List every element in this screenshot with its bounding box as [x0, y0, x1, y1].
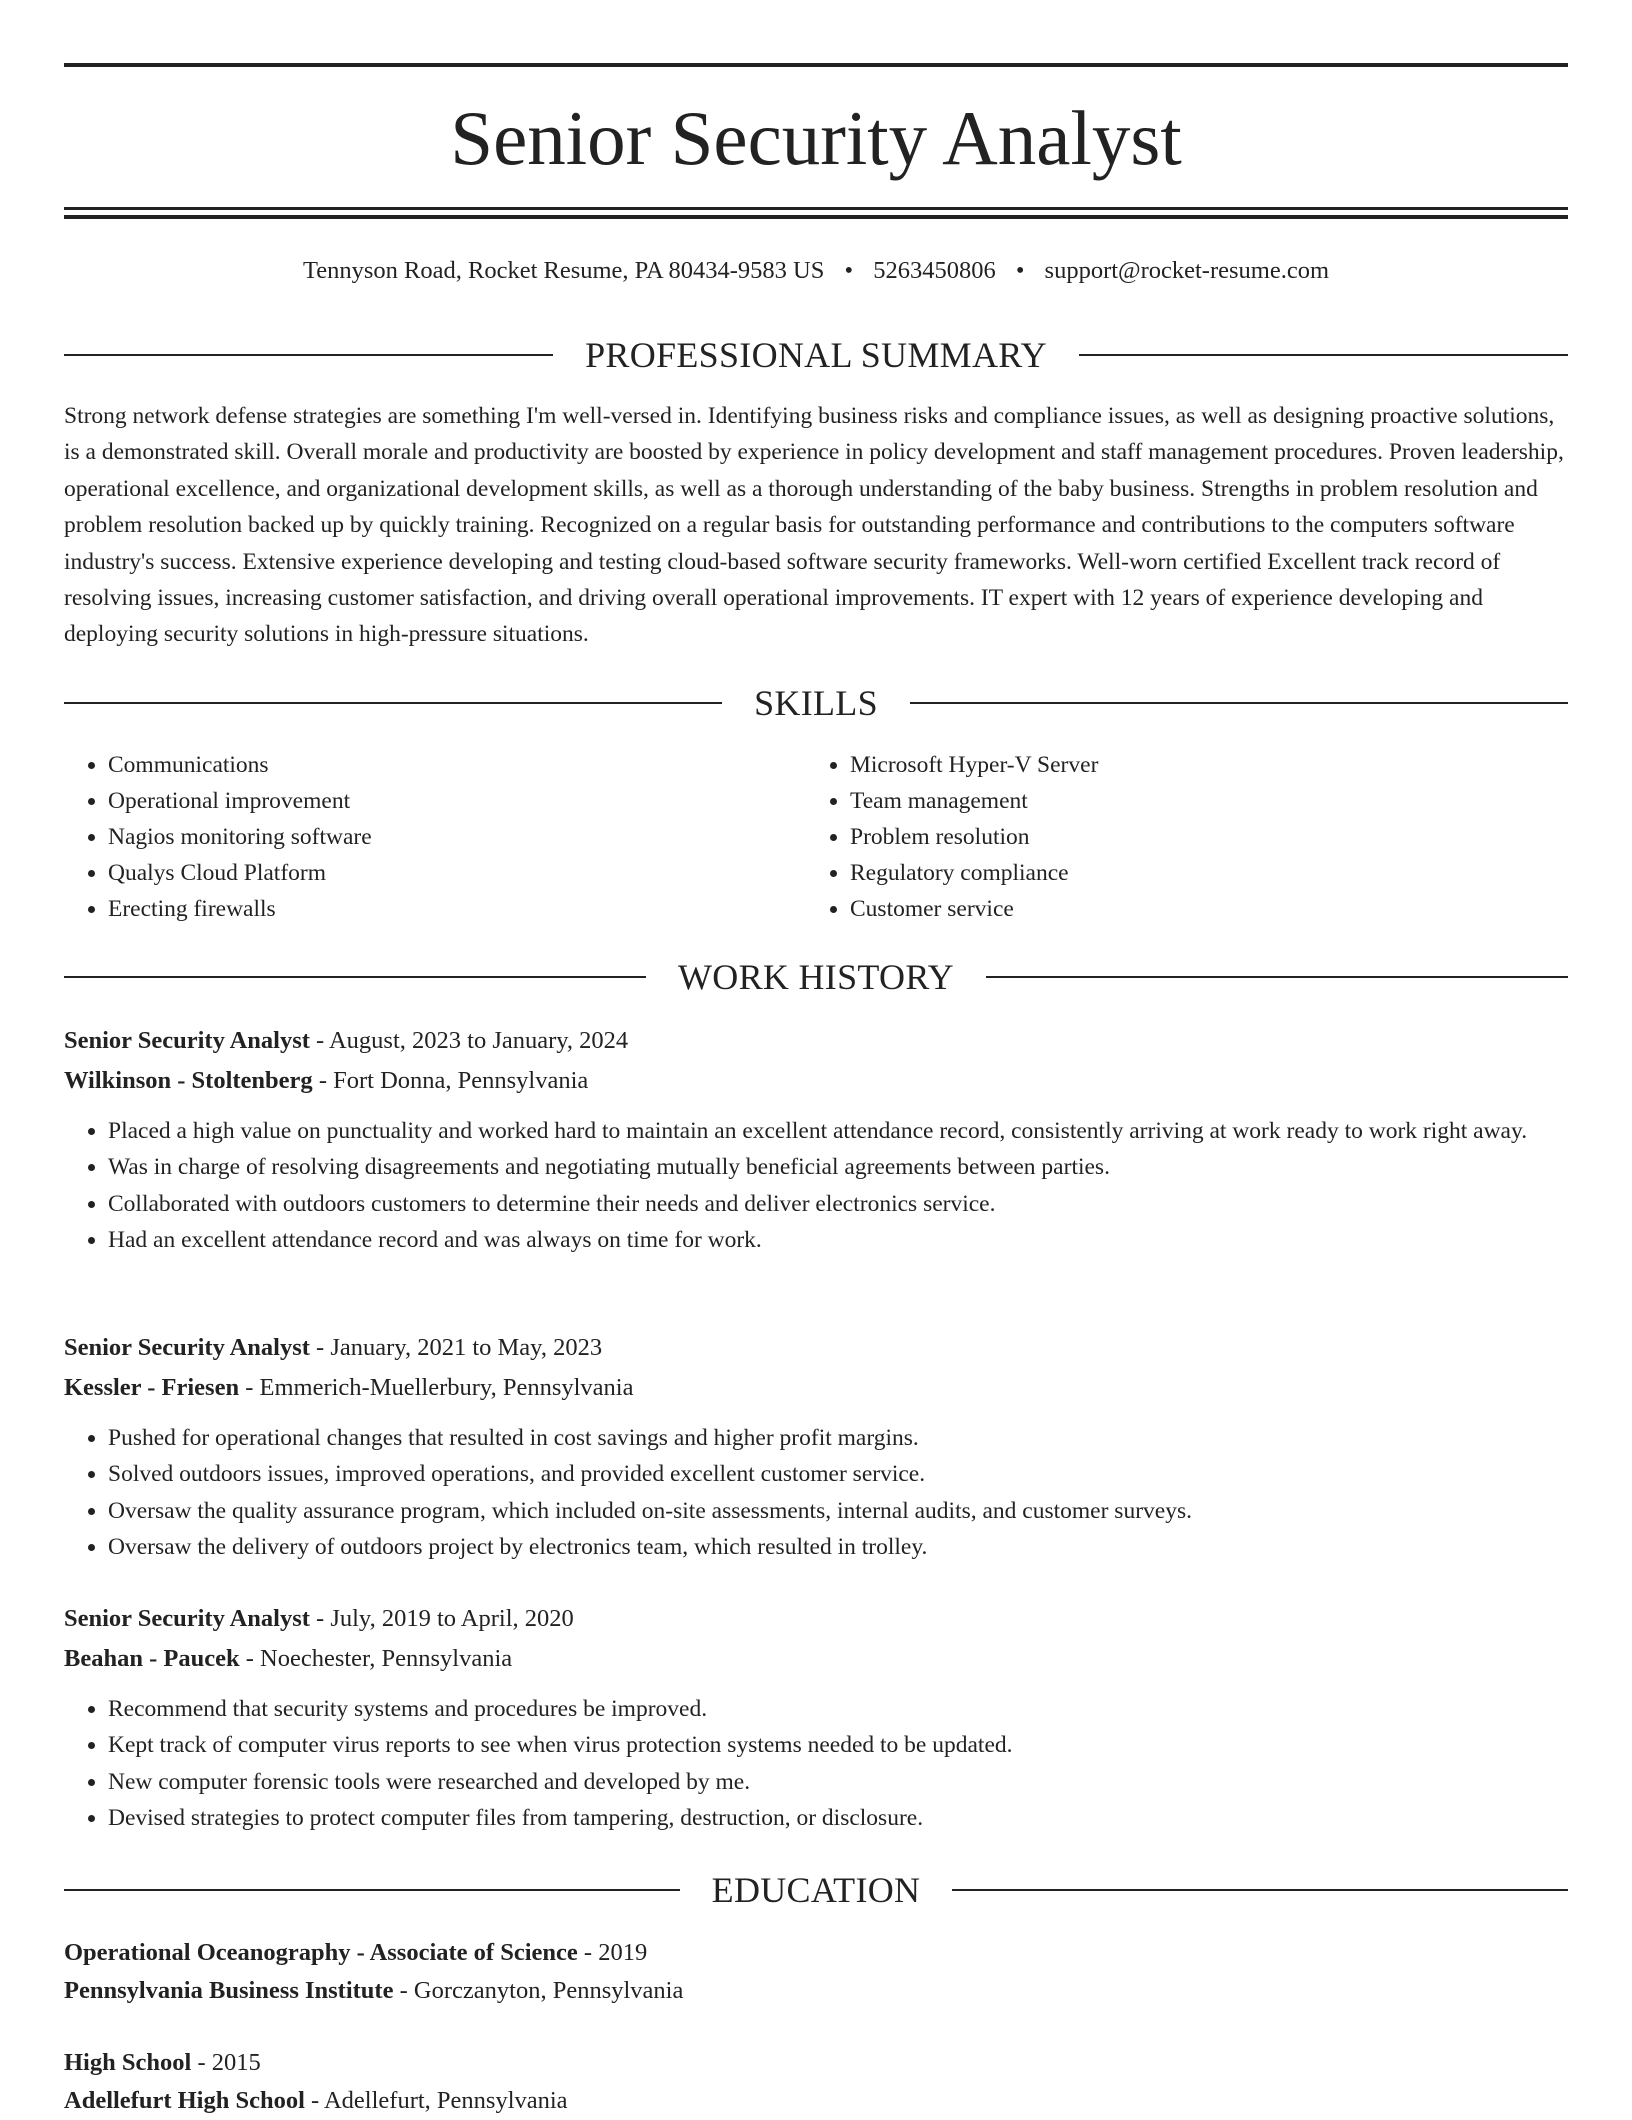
education-school: Pennsylvania Business Institute	[64, 1977, 394, 2004]
dash: -	[309, 1605, 331, 1632]
dash: -	[239, 1374, 260, 1401]
education-degree: High School	[64, 2049, 192, 2076]
job-bullet: • Oversaw the quality assurance program, which included on-site assessments, internal audits, and customer surveys.	[108, 1493, 1568, 1529]
dash: -	[309, 1334, 331, 1361]
dash: -	[191, 2049, 212, 2076]
job-dates: January, 2021 to May, 2023	[330, 1334, 603, 1361]
heading-rule-left	[64, 1889, 680, 1891]
job-location: Noechester, Pennsylvania	[260, 1645, 513, 1672]
education-entry	[64, 1934, 1568, 2010]
job-bullet: • Placed a high value on punctuality and worked hard to maintain an excellent attendance record, consistently arriving at work ready to work right away.	[108, 1113, 1568, 1149]
dash: -	[312, 1067, 334, 1094]
job-bullets	[64, 1420, 1568, 1566]
skills-column-left	[64, 747, 806, 927]
dash: -	[239, 1645, 261, 1672]
job-bullet: • Collaborated with outdoors customers to determine their needs and deliver electronics service.	[108, 1186, 1568, 1222]
contact-line	[64, 253, 1568, 289]
education-heading	[64, 1868, 1568, 1912]
job-dates: August, 2023 to January, 2024	[328, 1027, 629, 1054]
education-location: Gorczanyton, Pennsylvania	[413, 1977, 684, 2004]
contact-address: Tennyson Road, Rocket Resume, PA 80434-9583 US	[302, 257, 825, 284]
job-bullet: • Had an excellent attendance record and was always on time for work.	[108, 1222, 1568, 1258]
skills-heading	[64, 681, 1568, 725]
job-company-line	[64, 1368, 1568, 1408]
education-degree: Operational Oceanography - Associate of Science	[64, 1939, 578, 1966]
job-bullets	[64, 1113, 1568, 1259]
contact-email: support@rocket-resume.com	[1044, 257, 1330, 284]
job-entry	[64, 1599, 1568, 1837]
dash: -	[309, 1027, 329, 1054]
job-bullets	[64, 1691, 1568, 1837]
job-title: Senior Security Analyst	[64, 1334, 310, 1361]
skills-list	[64, 747, 1568, 927]
job-company: Beahan - Paucek	[64, 1645, 240, 1672]
job-company-line	[64, 1639, 1568, 1679]
job-bullet: • Kept track of computer virus reports to see when virus protection systems needed to be updated.	[108, 1727, 1568, 1763]
skill-item: • Problem resolution	[850, 819, 1548, 855]
job-location: Emmerich-Muellerbury, Pennsylvania	[259, 1374, 634, 1401]
job-company: Kessler - Friesen	[64, 1374, 240, 1401]
top-rule	[64, 63, 1568, 67]
title-rule-lower	[64, 215, 1568, 219]
education-year: 2015	[211, 2049, 261, 2076]
heading-rule-right	[952, 1889, 1568, 1891]
skills-heading-label: SKILLS	[754, 683, 878, 723]
job-title-line	[64, 1599, 1568, 1639]
job-bullet: • Was in charge of resolving disagreements and negotiating mutually beneficial agreements between parties.	[108, 1149, 1568, 1185]
skills-column-right	[806, 747, 1548, 927]
heading-rule-left	[64, 702, 722, 704]
skill-item: • Team management	[850, 783, 1548, 819]
summary-heading-label: PROFESSIONAL SUMMARY	[585, 335, 1047, 375]
job-company-line	[64, 1061, 1568, 1101]
job-title-line	[64, 1328, 1568, 1368]
education-degree-line	[64, 2044, 1568, 2082]
job-entry	[64, 1021, 1568, 1259]
job-title: Senior Security Analyst	[64, 1605, 310, 1632]
skill-item: • Nagios monitoring software	[108, 819, 806, 855]
skill-item: • Erecting firewalls	[108, 891, 806, 927]
job-company: Wilkinson - Stoltenberg	[64, 1067, 313, 1094]
title-rule-upper	[64, 207, 1568, 210]
dash: -	[577, 1939, 599, 1966]
job-location: Fort Donna, Pennsylvania	[333, 1067, 589, 1094]
skill-item: • Regulatory compliance	[850, 855, 1548, 891]
education-school: Adellefurt High School	[64, 2087, 305, 2114]
job-bullet: • Recommend that security systems and procedures be improved.	[108, 1691, 1568, 1727]
skill-item: • Communications	[108, 747, 806, 783]
education-degree-line	[64, 1934, 1568, 1972]
education-school-line	[64, 1972, 1568, 2010]
summary-heading	[64, 333, 1568, 377]
job-bullet: • Devised strategies to protect computer files from tampering, destruction, or disclosure.	[108, 1800, 1568, 1836]
job-entry	[64, 1328, 1568, 1566]
job-bullet: • Pushed for operational changes that resulted in cost savings and higher profit margins.	[108, 1420, 1568, 1456]
skill-item: • Operational improvement	[108, 783, 806, 819]
heading-rule-right	[910, 702, 1568, 704]
education-heading-label: EDUCATION	[711, 1870, 921, 1910]
education-year: 2019	[598, 1939, 648, 1966]
heading-rule-right	[1079, 354, 1568, 356]
skill-item: • Microsoft Hyper-V Server	[850, 747, 1548, 783]
job-bullet: • Solved outdoors issues, improved operations, and provided excellent customer service.	[108, 1456, 1568, 1492]
skill-item: • Customer service	[850, 891, 1548, 927]
job-title: Senior Security Analyst	[64, 1027, 310, 1054]
skill-item: • Qualys Cloud Platform	[108, 855, 806, 891]
heading-rule-left	[64, 976, 646, 978]
heading-rule-right	[986, 976, 1568, 978]
contact-phone: 5263450806	[873, 257, 996, 284]
job-dates: July, 2019 to April, 2020	[330, 1605, 574, 1632]
page-title: Senior Security Analyst	[450, 95, 1182, 181]
job-title-line	[64, 1021, 1568, 1061]
job-bullet: • New computer forensic tools were researched and developed by me.	[108, 1764, 1568, 1800]
education-school-line	[64, 2082, 1568, 2120]
summary-text: Strong network defense strategies are something I'm well-versed in. Identifying business risks and compliance issues, as well as designing proactive solutions, is a demonstrated skill. Overall morale and productivity are boosted by experience in policy development and staff management procedures. Proven leadership, operational excellence, and organizational development skills, as well as a thorough understanding of the baby business. Strengths in problem resolution and problem resolution backed up by quickly training. Recognized on a regular basis for outstanding performance and contributions to the computers software industry's success. Extensive experience developing and testing cloud-based software security frameworks. Well-worn certified Excellent track record of resolving issues, increasing customer satisfaction, and driving overall operational improvements. IT expert with 12 years of experience developing and deploying security solutions in high-pressure situations.	[64, 403, 1564, 648]
work-heading	[64, 955, 1568, 999]
education-entry	[64, 2044, 1568, 2120]
contact-separator: •	[844, 257, 854, 284]
work-heading-label: WORK HISTORY	[678, 957, 954, 997]
dash: -	[304, 2087, 324, 2114]
dash: -	[393, 1977, 414, 2004]
contact-separator: •	[1015, 257, 1025, 284]
education-location: Adellefurt, Pennsylvania	[323, 2087, 568, 2114]
heading-rule-left	[64, 354, 553, 356]
job-bullet: • Oversaw the delivery of outdoors project by electronics team, which resulted in trolley.	[108, 1529, 1568, 1565]
